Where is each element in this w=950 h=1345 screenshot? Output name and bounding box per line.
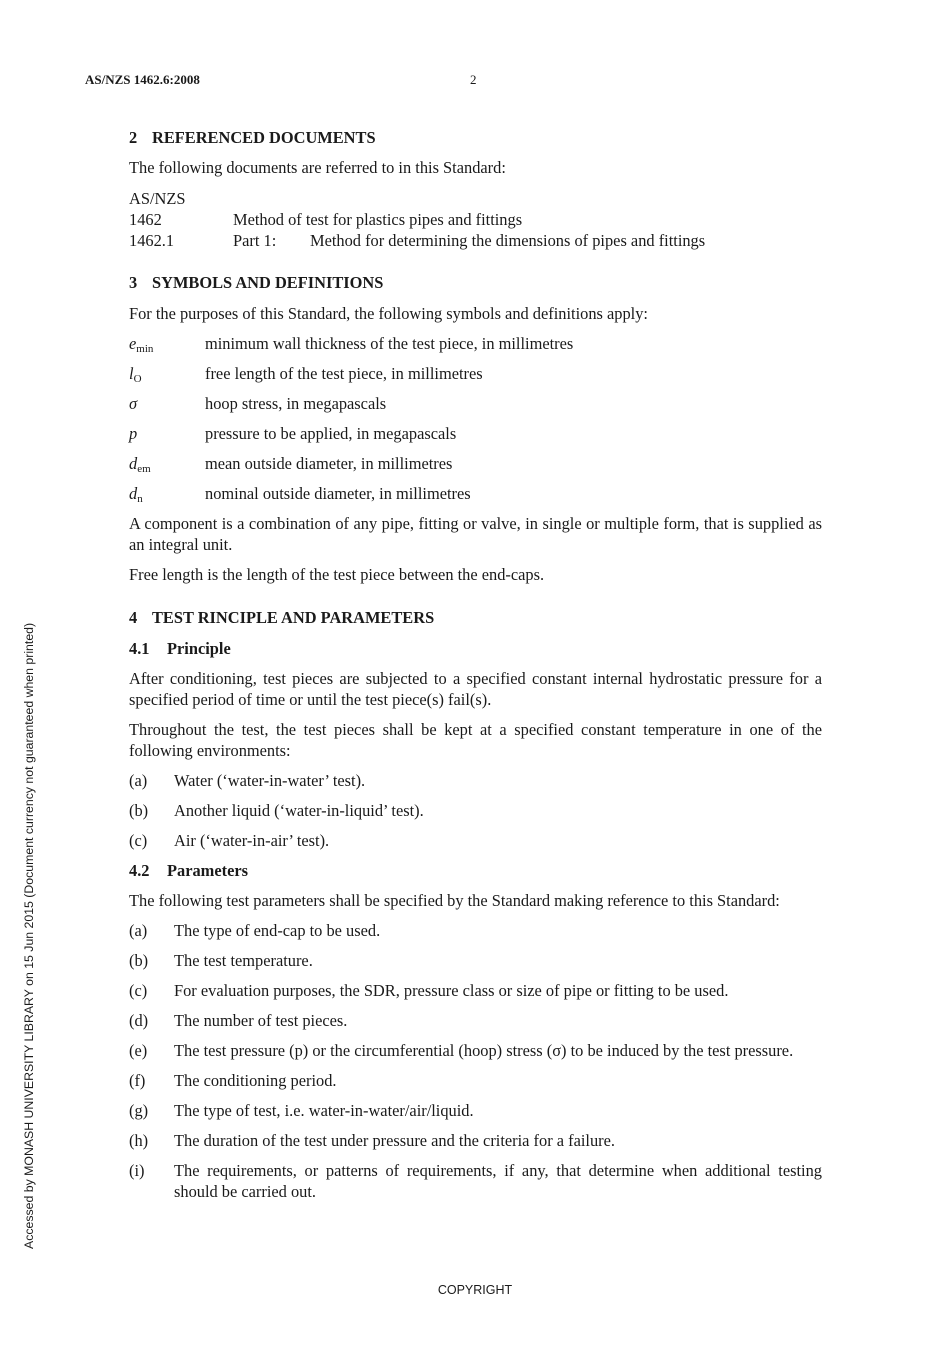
page-content [129,126,822,1202]
list-item: (b) The test temperature. [129,951,313,970]
reference-group: AS/NZS [129,189,186,208]
list-item: (d) The number of test pieces. [129,1011,348,1030]
symbol-row [129,333,822,354]
section-2-intro: The following documents are referred to in this Standard: [129,158,506,177]
principle-paragraph-2: Throughout the test, the test pieces shall be kept at a specified constant temperature in one of the following environments: [129,720,822,760]
symbol-definition: hoop stress, in megapascals [205,394,387,413]
list-item: (a) Water (‘water-in-water’ test). [129,771,366,790]
list-item: (h) The duration of the test under pressure and the criteria for a failure. [129,1131,615,1150]
symbol-list [129,333,822,504]
list-item: (c) Air (‘water-in-air’ test). [129,831,330,850]
symbol-row [129,423,822,444]
symbol: $l_O$ [129,364,142,385]
section-4-1-heading: 4.1 Principle [129,639,231,658]
symbol-definition: minimum wall thickness of the test piece, in millimetres [205,334,574,353]
symbol-row [129,453,822,474]
reference-item: 1462.1 Part 1: Method for determining the dimensions of pipes and fittings [129,231,706,250]
section-3-heading: 3 SYMBOLS AND DEFINITIONS [129,273,384,292]
access-watermark: Accessed by MONASH UNIVERSITY LIBRARY on 15 Jun 2015 (Document currency not guaranteed when printed) [22,622,36,1249]
section-2-heading: 2 REFERENCED DOCUMENTS [129,128,376,147]
standard-designation: AS/NZS 1462.6:2008 [85,72,200,87]
list-item: (f) The conditioning period. [129,1071,337,1090]
symbol: σ [129,394,138,413]
list-item: (b) Another liquid (‘water-in-liquid’ test). [129,801,424,820]
symbol-definition: free length of the test piece, in millimetres [205,364,483,383]
reference-list [129,188,822,251]
list-item: (c) For evaluation purposes, the SDR, pressure class or size of pipe or fitting to be used. [129,981,729,1000]
section-4-2-heading: 4.2 Parameters [129,861,248,880]
symbol-row [129,393,822,414]
section-4-heading: 4 TEST RINCIPLE AND PARAMETERS [129,608,435,627]
symbol: $d_n$ [129,484,143,505]
section-3-intro: For the purposes of this Standard, the following symbols and definitions apply: [129,304,648,323]
parameters-paragraph: The following test parameters shall be specified by the Standard making reference to this Standard: [129,891,780,910]
symbol: $e_{min}$ [129,334,154,355]
reference-item: 1462 Method of test for plastics pipes and fittings [129,210,523,229]
environment-list [129,770,822,851]
page-number: 2 [470,72,477,87]
principle-paragraph-1: After conditioning, test pieces are subjected to a specified constant internal hydrostatic pressure for a specified period of time or until the test piece(s) fail(s). [129,669,822,709]
symbol-definition: nominal outside diameter, in millimetres [205,484,471,503]
symbol-definition: pressure to be applied, in megapascals [205,424,457,443]
symbol-row [129,363,822,384]
copyright-footer: COPYRIGHT [437,1283,513,1297]
parameter-list [129,920,822,1202]
symbol-definition: mean outside diameter, in millimetres [205,454,453,473]
definition-free-length: Free length is the length of the test piece between the end-caps. [129,565,545,584]
list-item: (i) The requirements, or patterns of requirements, if any, that determine when additional testing should be carried out. [129,1161,822,1201]
symbol-row [129,483,822,504]
definition-component: A component is a combination of any pipe, fitting or valve, in single or multiple form, that is supplied as an integral unit. [129,514,822,554]
list-item: (g) The type of test, i.e. water-in-water/air/liquid. [129,1101,474,1120]
symbol: p [129,424,138,443]
list-item: (a) The type of end-cap to be used. [129,921,381,940]
symbol: $d_{em}$ [129,454,151,475]
list-item: (e) The test pressure (p) or the circumferential (hoop) stress (σ) to be induced by the test pressure. [129,1041,794,1060]
